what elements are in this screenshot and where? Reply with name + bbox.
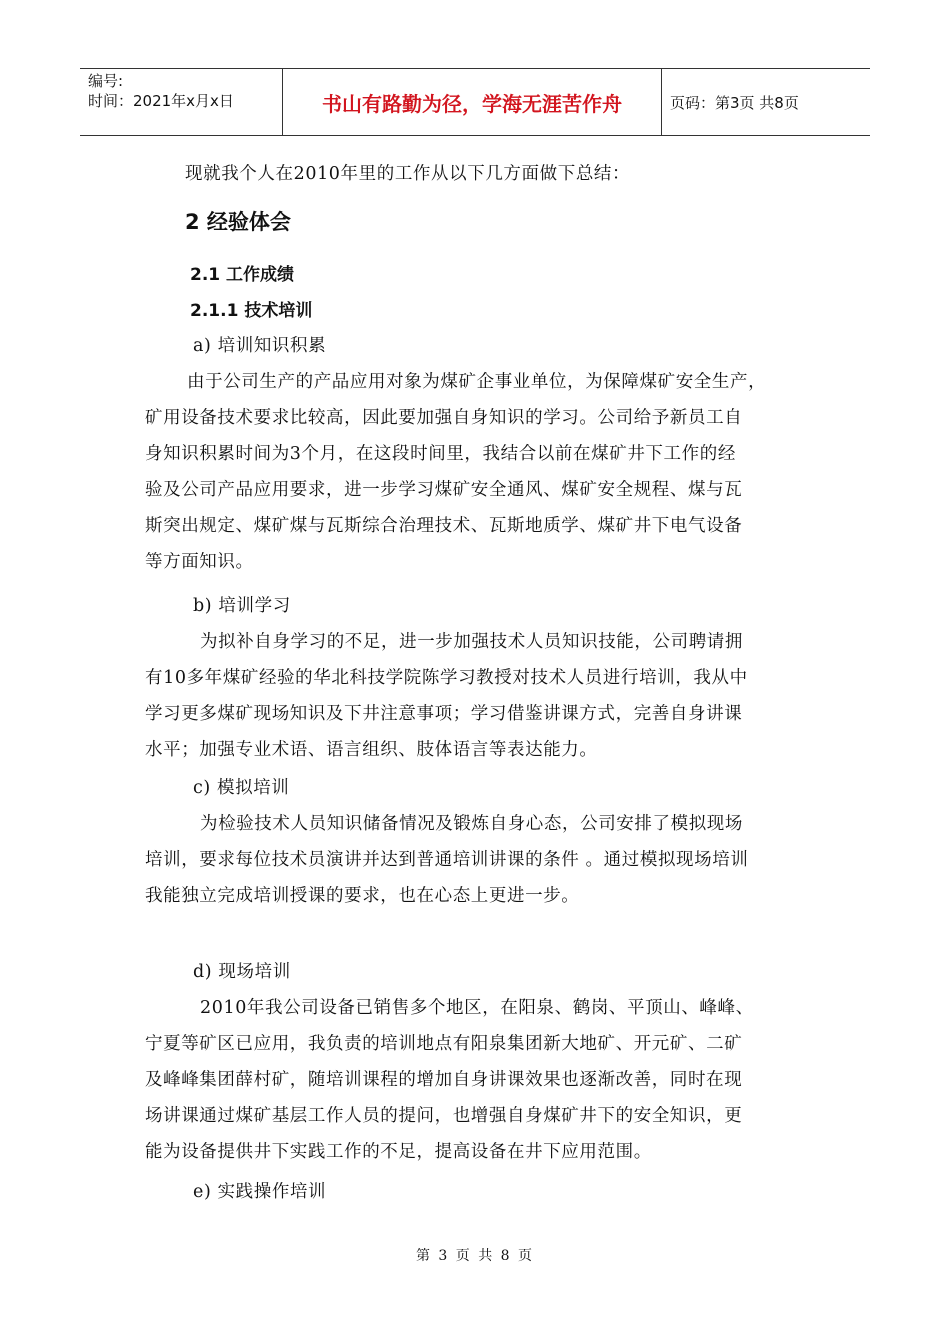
- item-d-line: 宁夏等矿区已应用，我负责的培训地点有阳泉集团新大地矿、开元矿、二矿: [145, 1034, 743, 1054]
- section-heading-2: 2 经验体会: [185, 210, 291, 234]
- item-d-line: 场讲课通过煤矿基层工作人员的提问，也增强自身煤矿井下的安全知识，更: [145, 1106, 743, 1126]
- item-c-line: 培训，要求每位技术员演讲并达到普通培训讲课的条件 。通过模拟现场培训: [145, 850, 749, 870]
- header-page-info: 页码：第3页 共8页: [670, 93, 799, 112]
- page-header: [80, 68, 870, 136]
- intro-paragraph: 现就我个人在2010年里的工作从以下几方面做下总结：: [185, 164, 631, 184]
- serial-number-label: 编号:: [88, 72, 124, 90]
- item-a-line: 身知识积累时间为3个月，在这段时间里，我结合以前在煤矿井下工作的经: [145, 444, 736, 464]
- section-heading-2-1-1: 2.1.1 技术培训: [190, 301, 313, 321]
- item-c-line: 我能独立完成培训授课的要求，也在心态上更进一步。: [145, 886, 580, 906]
- item-a-line: 由于公司生产的产品应用对象为煤矿企事业单位，为保障煤矿安全生产，: [187, 372, 767, 392]
- item-a-line: 验及公司产品应用要求，进一步学习煤矿安全通风、煤矿安全规程、煤与瓦: [145, 480, 743, 500]
- item-a-title: a) 培训知识积累: [193, 336, 327, 356]
- item-e-title: e) 实践操作培训: [193, 1182, 327, 1202]
- item-b-line: 有10多年煤矿经验的华北科技学院陈学习教授对技术人员进行培训，我从中: [145, 668, 748, 688]
- item-a-line: 等方面知识。: [145, 552, 254, 572]
- item-d-line: 2010年我公司设备已销售多个地区，在阳泉、鹤岗、平顶山、峰峰、: [200, 998, 754, 1018]
- item-b-title: b) 培训学习: [193, 596, 291, 616]
- item-c-title: c) 模拟培训: [193, 778, 290, 798]
- item-a-line: 斯突出规定、煤矿煤与瓦斯综合治理技术、瓦斯地质学、煤矿井下电气设备: [145, 516, 743, 536]
- section-heading-2-1: 2.1 工作成绩: [190, 265, 295, 285]
- item-b-line: 水平；加强专业术语、语言组织、肢体语言等表达能力。: [145, 740, 598, 760]
- header-meta: [80, 69, 282, 135]
- item-d-line: 及峰峰集团薛村矿，随培训课程的增加自身讲课效果也逐渐改善，同时在现: [145, 1070, 743, 1090]
- item-d-line: 能为设备提供井下实践工作的不足，提高设备在井下应用范围。: [145, 1142, 652, 1162]
- date-label: 时间：2021年x月x日: [88, 92, 234, 110]
- item-b-line: 学习更多煤矿现场知识及下井注意事项；学习借鉴讲课方式，完善自身讲课: [145, 704, 743, 724]
- item-c-line: 为检验技术人员知识储备情况及锻炼自身心态，公司安排了模拟现场: [200, 814, 743, 834]
- header-motto: 书山有路勤为径，学海无涯苦作舟: [282, 69, 662, 135]
- item-d-title: d) 现场培训: [193, 962, 291, 982]
- item-b-line: 为拟补自身学习的不足，进一步加强技术人员知识技能，公司聘请拥: [200, 632, 743, 652]
- page-footer: 第 3 页 共 8 页: [415, 1248, 535, 1264]
- item-a-line: 矿用设备技术要求比较高，因此要加强自身知识的学习。公司给予新员工自: [145, 408, 743, 428]
